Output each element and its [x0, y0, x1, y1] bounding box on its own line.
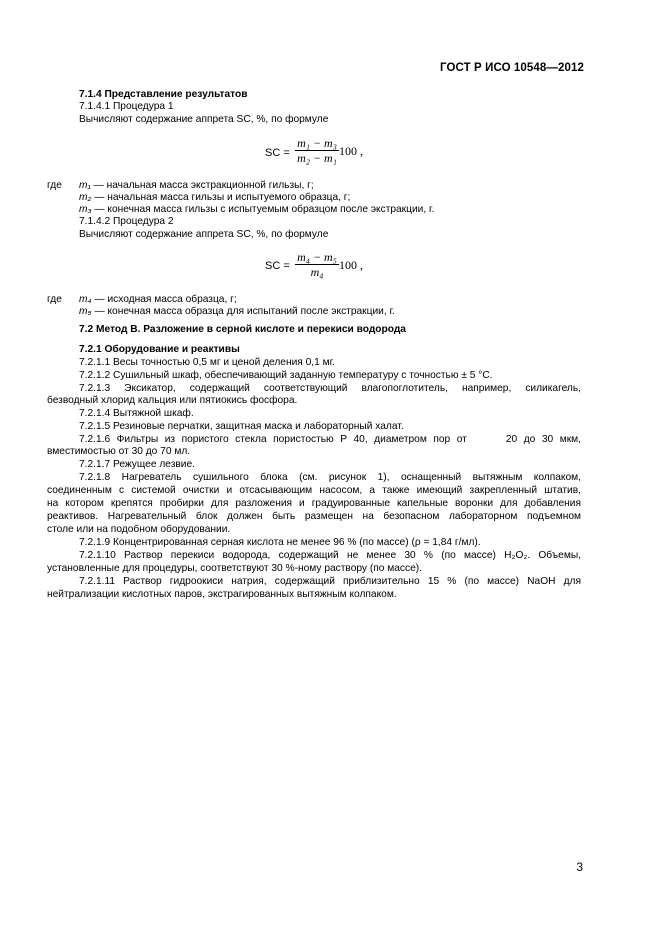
subsection-title-7-2-1: 7.2.1 Оборудование и реактивы [79, 344, 240, 355]
item-7-2-1-9: 7.2.1.9 Концентрированная серная кислота не менее 96 % (по массе) (ρ = 1,84 г/мл). [79, 537, 481, 548]
document-header: ГОСТ Р ИСО 10548—2012 [439, 62, 584, 74]
symbol-m4: m₄ [79, 294, 92, 305]
formula-1-denominator: m₂ − m₁ [297, 151, 337, 165]
where-label-1: где [47, 180, 62, 191]
definition-m2-text: — начальная масса гильзы и испытуемого образца, г; [94, 192, 351, 203]
calc-text-1: Вычисляют содержание аппрета SC, %, по формуле [79, 114, 329, 125]
procedure-1-heading: 7.1.4.1 Процедура 1 [79, 101, 174, 112]
item-7-2-1-3-line2: безводный хлорид кальция или пятиокись фосфора. [47, 395, 298, 406]
formula-1-multiplier: 100 , [339, 144, 363, 158]
definition-m2 [79, 192, 350, 204]
symbol-m5: m₅ [79, 306, 92, 317]
definition-m5 [79, 306, 395, 318]
where-label-2: где [47, 294, 62, 305]
formula-1-fraction [295, 136, 339, 166]
symbol-m2: m₂ [79, 192, 92, 203]
formula-2-denominator: m₄ [310, 265, 324, 279]
definition-m3-text: — конечная масса гильзы с испытуемым образцом после экстракции, г. [94, 204, 435, 215]
definition-m1-text: — начальная масса экстракционной гильзы, г; [93, 180, 314, 191]
calc-text-2: Вычисляют содержание аппрета SC, %, по формуле [79, 229, 329, 240]
formula-2-fraction [295, 250, 339, 280]
symbol-m3: m₃ [79, 204, 92, 215]
item-7-2-1-7: 7.2.1.7 Режущее лезвие. [79, 459, 195, 470]
item-7-2-1-6-line1: 7.2.1.6 Фильтры из пористого стекла пористостью Р 40, диаметром пор от 20 до 30 мкм, [79, 434, 581, 445]
section-title-7-1-4: 7.1.4 Представление результатов [79, 89, 248, 100]
item-7-2-1-2: 7.2.1.2 Сушильный шкаф, обеспечивающий заданную температуру с точностью ± 5 °С. [79, 370, 493, 381]
definition-m4 [79, 294, 237, 306]
item-7-2-1-4: 7.2.1.4 Вытяжной шкаф. [79, 408, 194, 419]
formula-1-lhs: SC = [265, 147, 290, 159]
symbol-m1: m₁ [79, 180, 91, 191]
item-7-2-1-3-line1: 7.2.1.3 Эксикатор, содержащий соответствующий влагопоглотитель, например, силикагель, [79, 383, 581, 394]
definition-m3 [79, 204, 434, 216]
item-7-2-1-5: 7.2.1.5 Резиновые перчатки, защитная маска и лабораторный халат. [79, 421, 404, 432]
item-7-2-1-8-line4: реактивов. Нагревательный блок должен быть размещен на безопасном лабораторном подъемном [47, 511, 581, 522]
formula-2-numerator: m₄ − m₅ [297, 250, 337, 264]
section-title-7-2: 7.2 Метод В. Разложение в серной кислоте и перекиси водорода [79, 324, 406, 335]
item-7-2-1-1: 7.2.1.1 Весы точностью 0,5 мг и ценой деления 0,1 мг. [79, 357, 335, 368]
page-number: 3 [576, 860, 583, 874]
procedure-2-heading: 7.1.4.2 Процедура 2 [79, 216, 174, 227]
formula-1-numerator: m₁ − m₃ [297, 136, 337, 150]
definition-m1 [79, 180, 314, 192]
item-7-2-1-8-line2: соединенным с системой очистки и отсасывающим насосом, а также имеющий закрепленный штатив, [47, 485, 581, 496]
item-7-2-1-8-line1: 7.2.1.8 Нагреватель сушильного блока (см. рисунок 1), оснащенный вытяжным колпаком, [79, 472, 581, 483]
definition-m5-text: — конечная масса образца для испытаний после экстракции, г. [94, 306, 395, 317]
item-7-2-1-10-line1: 7.2.1.10 Раствор перекиси водорода, содержащий не менее 30 % (по массе) H₂O₂. Объемы, [79, 550, 581, 561]
item-7-2-1-10-line2: установленные для процедуры, соответствуют 30 %-ному раствору (по массе). [47, 563, 422, 574]
item-7-2-1-11-line2: нейтрализации кислотных паров, экстрагированных вытяжным колпаком. [47, 589, 397, 600]
definition-m4-text: — исходная масса образца, г; [94, 294, 237, 305]
item-7-2-1-8-line5: столе или на подобном оборудовании. [47, 524, 231, 535]
item-7-2-1-11-line1: 7.2.1.11 Раствор гидроокиси натрия, содержащий приблизительно 15 % (по массе) NaOH для [79, 576, 581, 587]
item-7-2-1-6-line2: вместимостью от 30 до 70 мл. [47, 446, 191, 457]
formula-2-multiplier: 100 , [339, 258, 363, 272]
item-7-2-1-8-line3: на котором крепятся пробирки для разложения и градуированные капельные воронки для добавления [47, 498, 581, 509]
formula-2-lhs: SC = [265, 260, 290, 272]
